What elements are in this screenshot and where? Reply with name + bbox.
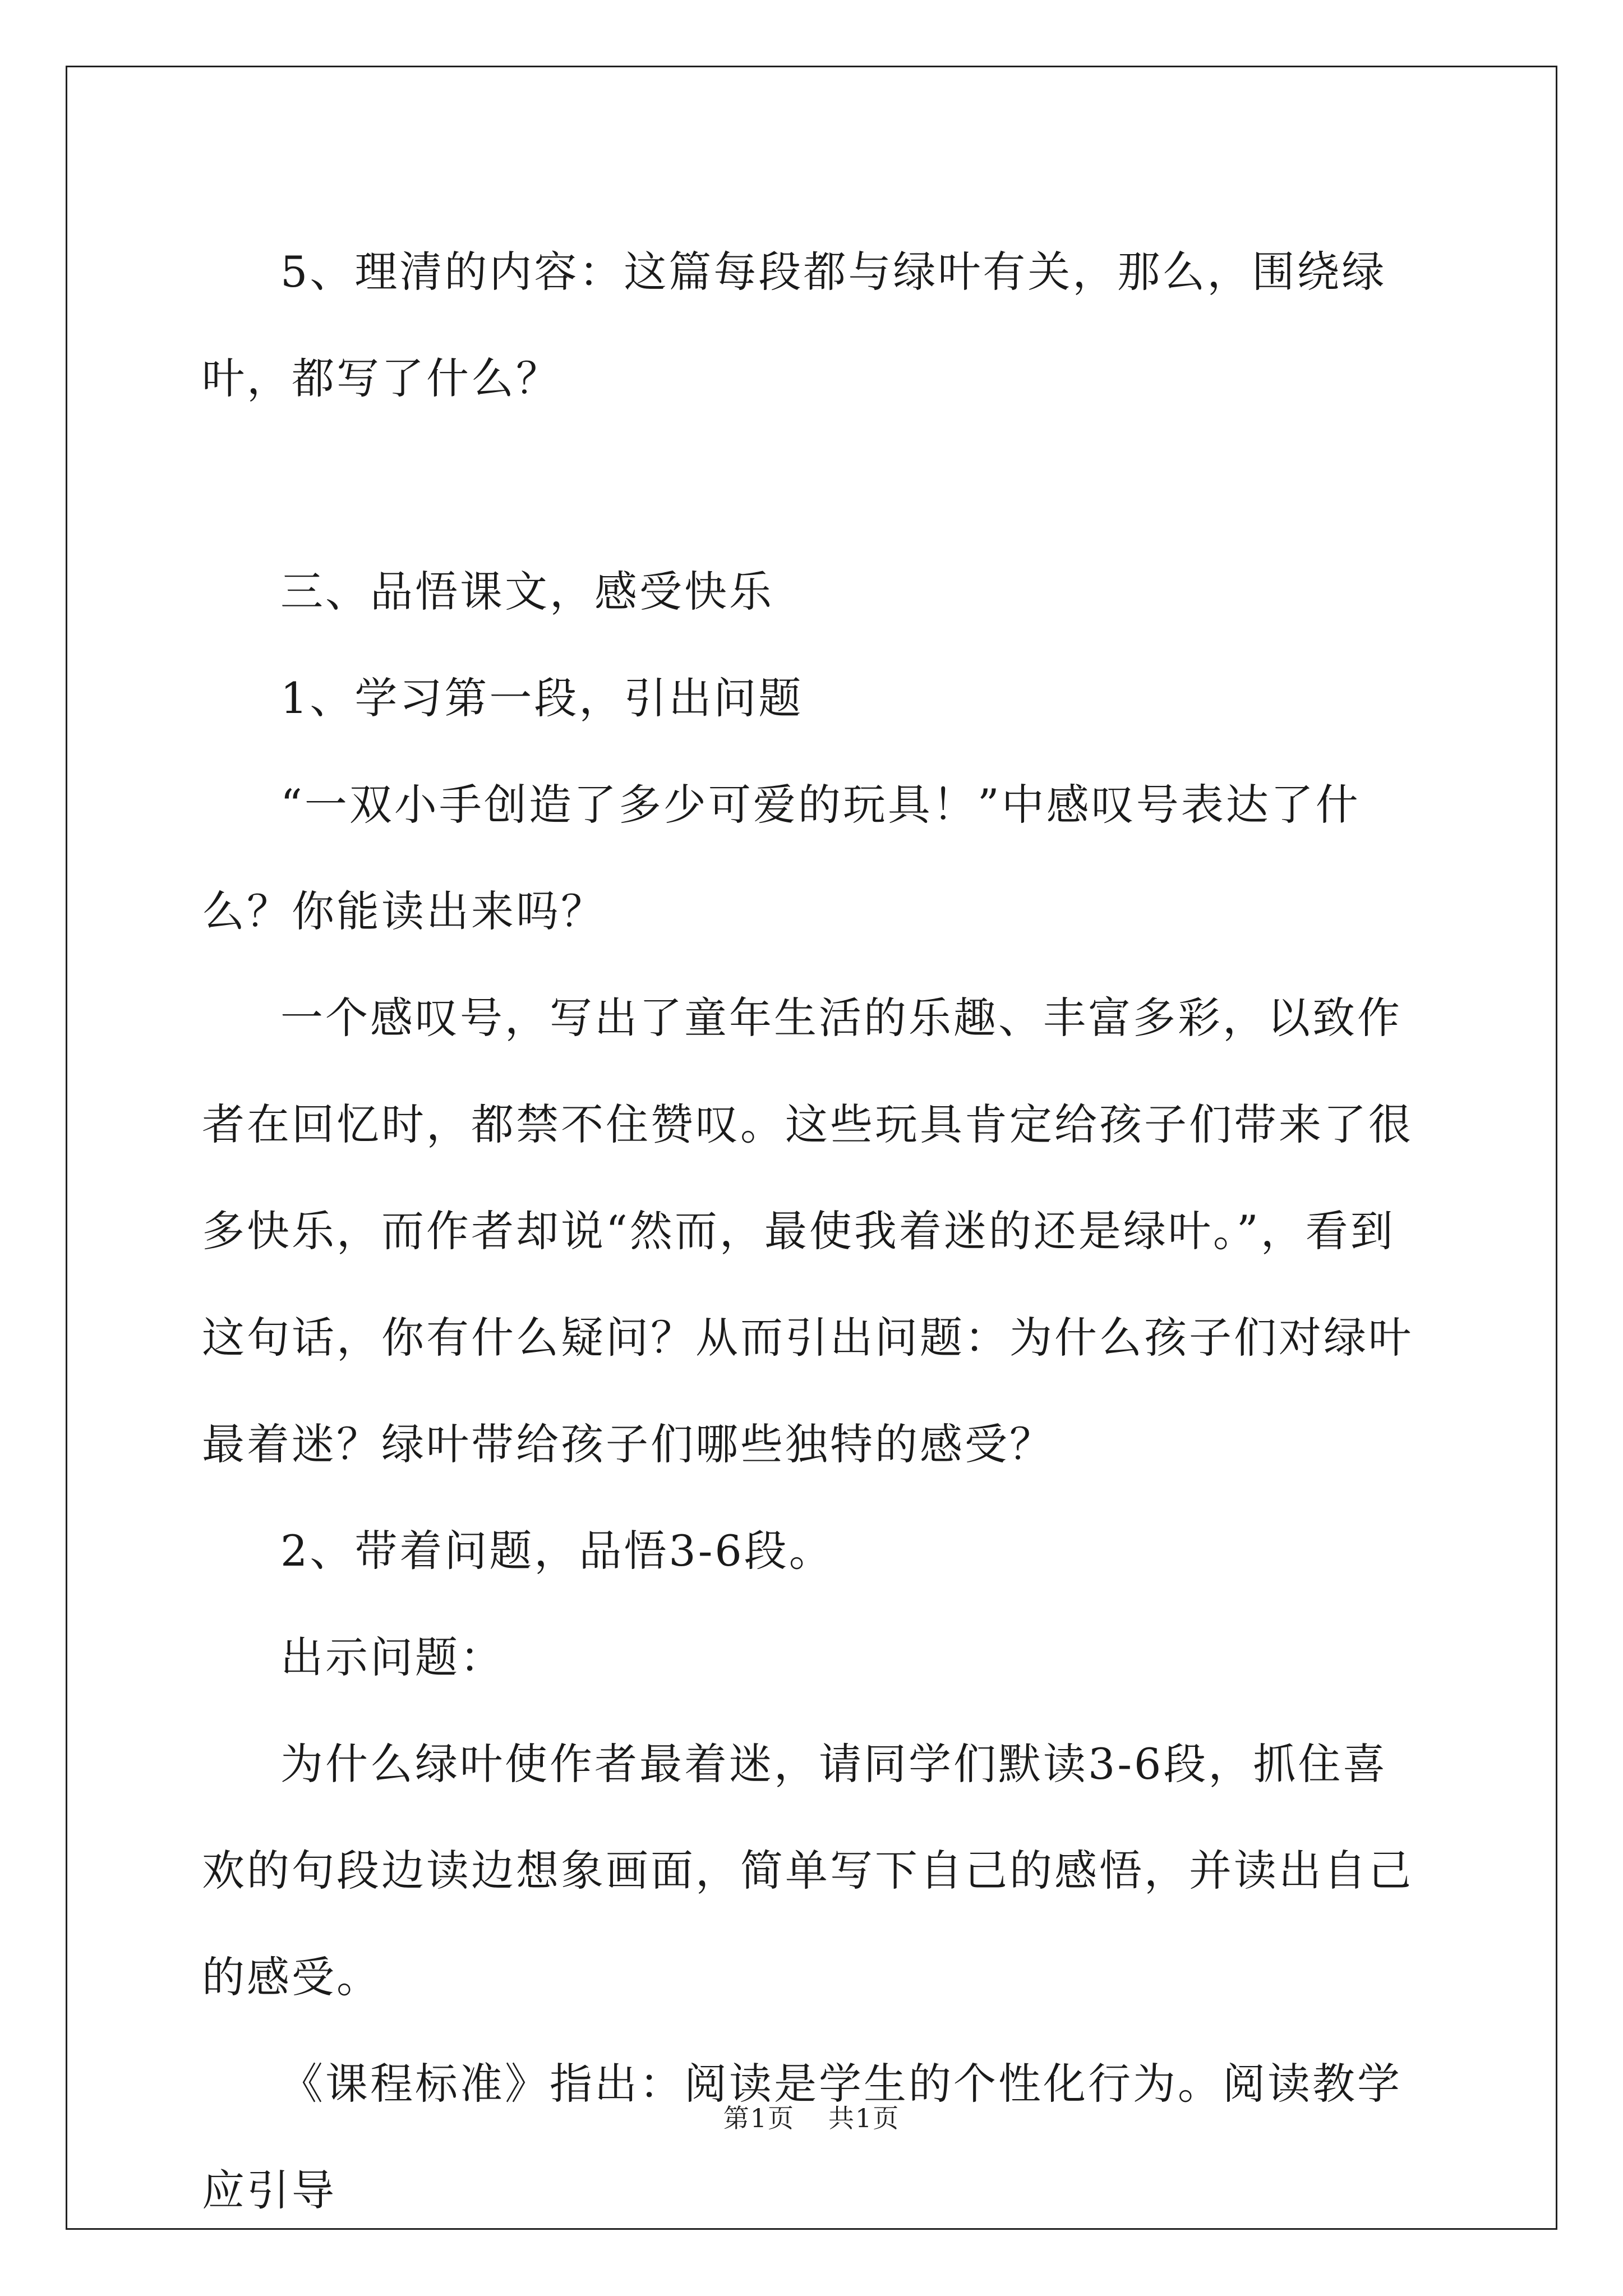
page-number-total: 共1页 (828, 2103, 900, 2133)
paragraph: 《课程标准》指出：阅读是学生的个性化行为。阅读教学应引导 (202, 2059, 1402, 2215)
paragraph: 一个感叹号，写出了童年生活的乐趣、丰富多彩，以致作者在回忆时，都禁不住赞叹。这些玩具肯定给孩子们带来了很多快乐，而作者却说“然而，最使我着迷的还是绿叶。”，看到这句话，你有什么疑问？从而引出问题：为什么孩子们对绿叶最着迷？绿叶带给孩子们哪些独特的感受？ (202, 993, 1413, 1469)
subsection-heading: 2、带着问题，品悟3-6段。 (280, 1526, 834, 1576)
paragraph: 为什么绿叶使作者最着迷，请同学们默读3-6段，抓住喜欢的句段边读边想象画面，简单写下自己的感悟，并读出自己的感受。 (202, 1739, 1413, 2002)
paragraph: 出示问题： (280, 1632, 505, 1682)
paragraph: “一双小手创造了多少可爱的玩具！”中感叹号表达了什么？你能读出来吗？ (202, 780, 1361, 936)
section-heading: 三、品悟课文，感受快乐 (280, 567, 774, 616)
subsection-heading: 1、学习第一段，引出问题 (280, 673, 804, 723)
document-body (202, 219, 1430, 2244)
paragraph: 5、理清的内容：这篇每段都与绿叶有关，那么，围绕绿叶，都写了什么？ (202, 247, 1387, 403)
page-number-current: 第1页 (723, 2103, 795, 2133)
page-footer (0, 2098, 1623, 2135)
